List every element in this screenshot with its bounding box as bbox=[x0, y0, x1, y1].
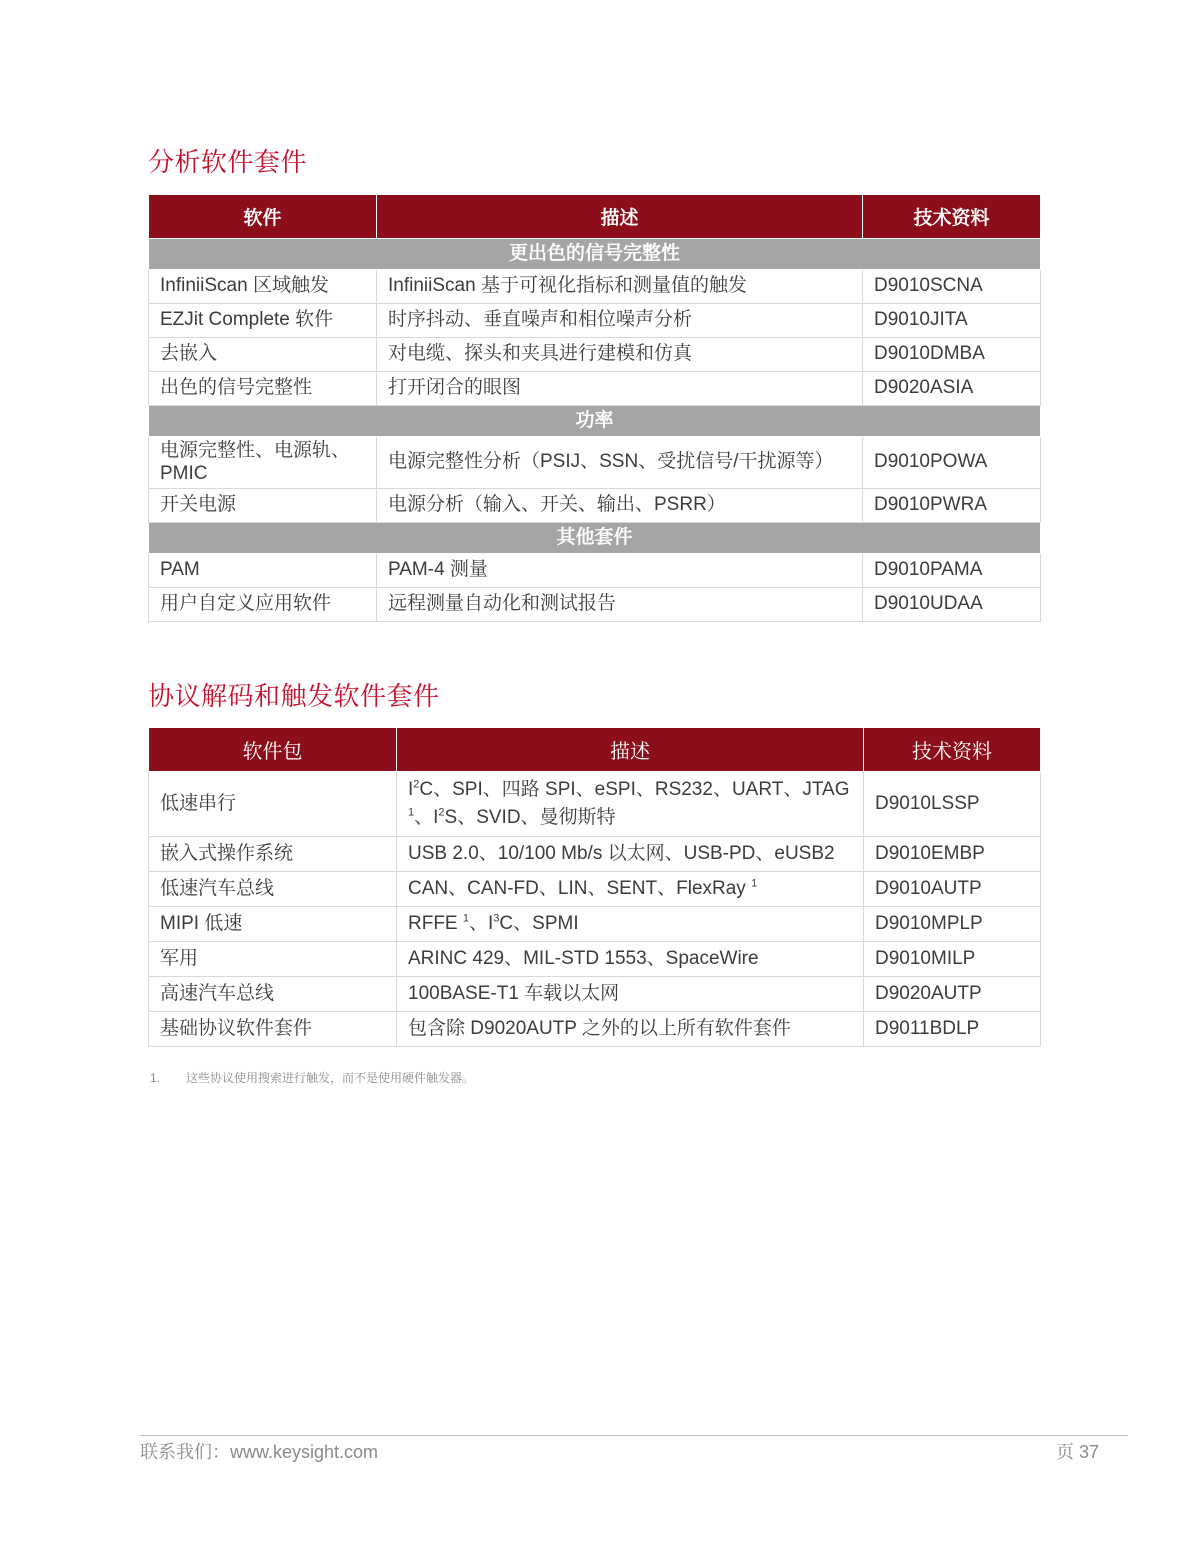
group-label: 功率 bbox=[149, 406, 1041, 437]
datasheet-cell: D9010PAMA bbox=[863, 554, 1041, 588]
software-cell: InfiniiScan 区域触发 bbox=[149, 270, 377, 304]
desc-text: RFFE bbox=[408, 912, 463, 934]
column-header-software: 软件 bbox=[149, 195, 377, 239]
column-header-description: 描述 bbox=[397, 728, 864, 772]
datasheet-cell: D9010LSSP bbox=[864, 772, 1041, 837]
software-cell: 去嵌入 bbox=[149, 338, 377, 372]
table-row bbox=[149, 907, 1041, 942]
footnote bbox=[150, 1069, 474, 1086]
desc-text: USB 2.0、10/100 Mb/s 以太网、USB-PD、eUSB2 bbox=[408, 842, 835, 864]
software-cell: 开关电源 bbox=[149, 489, 377, 523]
table-row bbox=[149, 489, 1041, 523]
column-header-package: 软件包 bbox=[149, 728, 397, 772]
package-cell: MIPI 低速 bbox=[149, 907, 397, 942]
desc-text: C、SPMI bbox=[499, 912, 579, 934]
table-row bbox=[149, 772, 1041, 837]
datasheet-cell: D9010UDAA bbox=[863, 588, 1041, 622]
group-label: 其他套件 bbox=[149, 523, 1041, 554]
description-cell bbox=[397, 872, 864, 907]
description-cell bbox=[397, 837, 864, 872]
package-cell: 基础协议软件套件 bbox=[149, 1012, 397, 1047]
desc-text: ARINC 429、MIL-STD 1553、SpaceWire bbox=[408, 947, 759, 969]
datasheet-cell: D9010DMBA bbox=[863, 338, 1041, 372]
desc-text: S、SVID、曼彻斯特 bbox=[444, 807, 616, 828]
desc-text: 、I bbox=[414, 807, 439, 828]
section-title-protocol: 协议解码和触发软件套件 bbox=[148, 681, 440, 711]
protocol-software-table bbox=[148, 727, 1041, 1047]
desc-text: CAN、CAN-FD、LIN、SENT、FlexRay bbox=[408, 877, 752, 899]
software-cell: EZJit Complete 软件 bbox=[149, 304, 377, 338]
table-row bbox=[149, 437, 1041, 489]
page-number: 页 37 bbox=[1056, 1442, 1100, 1462]
description-cell bbox=[397, 772, 864, 837]
description-cell: 远程测量自动化和测试报告 bbox=[377, 588, 863, 622]
table-row bbox=[149, 338, 1041, 372]
datasheet-cell: D9010EMBP bbox=[864, 837, 1041, 872]
column-header-datasheet: 技术资料 bbox=[863, 195, 1041, 239]
description-cell: 电源分析（输入、开关、输出、PSRR） bbox=[377, 489, 863, 523]
desc-text: 100BASE-T1 车载以太网 bbox=[408, 982, 620, 1004]
group-row-signal-integrity bbox=[149, 239, 1041, 270]
superscript: 2 bbox=[438, 806, 445, 819]
software-cell: 出色的信号完整性 bbox=[149, 372, 377, 406]
table-row bbox=[149, 872, 1041, 907]
column-header-datasheet: 技术资料 bbox=[864, 728, 1041, 772]
datasheet-cell: D9010PWRA bbox=[863, 489, 1041, 523]
footnote-marker: 1 bbox=[751, 877, 758, 890]
table-row bbox=[149, 270, 1041, 304]
description-cell: InfiniiScan 基于可视化指标和测量值的触发 bbox=[377, 270, 863, 304]
table-row bbox=[149, 304, 1041, 338]
desc-text: I bbox=[408, 779, 414, 801]
footnote-text: 这些协议使用搜索进行触发，而不是使用硬件触发器。 bbox=[186, 1071, 475, 1085]
footnote-marker: 1 bbox=[408, 806, 415, 819]
description-cell bbox=[397, 942, 864, 977]
software-cell: 用户自定义应用软件 bbox=[149, 588, 377, 622]
analysis-software-table bbox=[148, 194, 1041, 622]
software-cell: 电源完整性、电源轨、PMIC bbox=[149, 437, 377, 489]
superscript: 3 bbox=[493, 912, 500, 925]
section-title-analysis: 分析软件套件 bbox=[148, 147, 308, 177]
datasheet-cell: D9010POWA bbox=[863, 437, 1041, 489]
desc-text: 包含除 D9020AUTP 之外的以上所有软件套件 bbox=[408, 1017, 791, 1039]
superscript: 2 bbox=[413, 779, 420, 792]
group-row-power bbox=[149, 406, 1041, 437]
datasheet-cell: D9010MPLP bbox=[864, 907, 1041, 942]
description-cell bbox=[397, 977, 864, 1012]
datasheet-cell: D9010MILP bbox=[864, 942, 1041, 977]
package-cell: 低速汽车总线 bbox=[149, 872, 397, 907]
footnote-number: 1. bbox=[150, 1071, 161, 1085]
package-cell: 嵌入式操作系统 bbox=[149, 837, 397, 872]
package-cell: 军用 bbox=[149, 942, 397, 977]
description-cell: 对电缆、探头和夹具进行建模和仿真 bbox=[377, 338, 863, 372]
table-row bbox=[149, 554, 1041, 588]
package-cell: 低速串行 bbox=[149, 772, 397, 837]
description-cell: 打开闭合的眼图 bbox=[377, 372, 863, 406]
description-cell bbox=[397, 907, 864, 942]
table-row bbox=[149, 837, 1041, 872]
datasheet-cell: D9011BDLP bbox=[864, 1012, 1041, 1047]
datasheet-cell: D9020AUTP bbox=[864, 977, 1041, 1012]
description-cell: 电源完整性分析（PSIJ、SSN、受扰信号/干扰源等） bbox=[377, 437, 863, 489]
group-label: 更出色的信号完整性 bbox=[149, 239, 1041, 270]
footnote-marker: 1 bbox=[462, 912, 470, 925]
footer-divider bbox=[140, 1435, 1128, 1436]
table-row bbox=[149, 372, 1041, 406]
datasheet-cell: D9010JITA bbox=[863, 304, 1041, 338]
package-cell: 高速汽车总线 bbox=[149, 977, 397, 1012]
table-row bbox=[149, 1012, 1041, 1047]
footer-contact[interactable]: 联系我们：www.keysight.com bbox=[140, 1442, 379, 1462]
description-cell: PAM-4 测量 bbox=[377, 554, 863, 588]
datasheet-cell: D9010SCNA bbox=[863, 270, 1041, 304]
group-row-other-suites bbox=[149, 523, 1041, 554]
datasheet-cell: D9020ASIA bbox=[863, 372, 1041, 406]
table-row bbox=[149, 942, 1041, 977]
table-row bbox=[149, 977, 1041, 1012]
desc-text: 、I bbox=[469, 912, 494, 934]
description-cell: 时序抖动、垂直噪声和相位噪声分析 bbox=[377, 304, 863, 338]
desc-text: C、SPI、四路 SPI、eSPI、RS232、UART、JTAG bbox=[419, 779, 850, 801]
software-cell: PAM bbox=[149, 554, 377, 588]
column-header-description: 描述 bbox=[377, 195, 863, 239]
table-row bbox=[149, 588, 1041, 622]
datasheet-cell: D9010AUTP bbox=[864, 872, 1041, 907]
description-cell bbox=[397, 1012, 864, 1047]
